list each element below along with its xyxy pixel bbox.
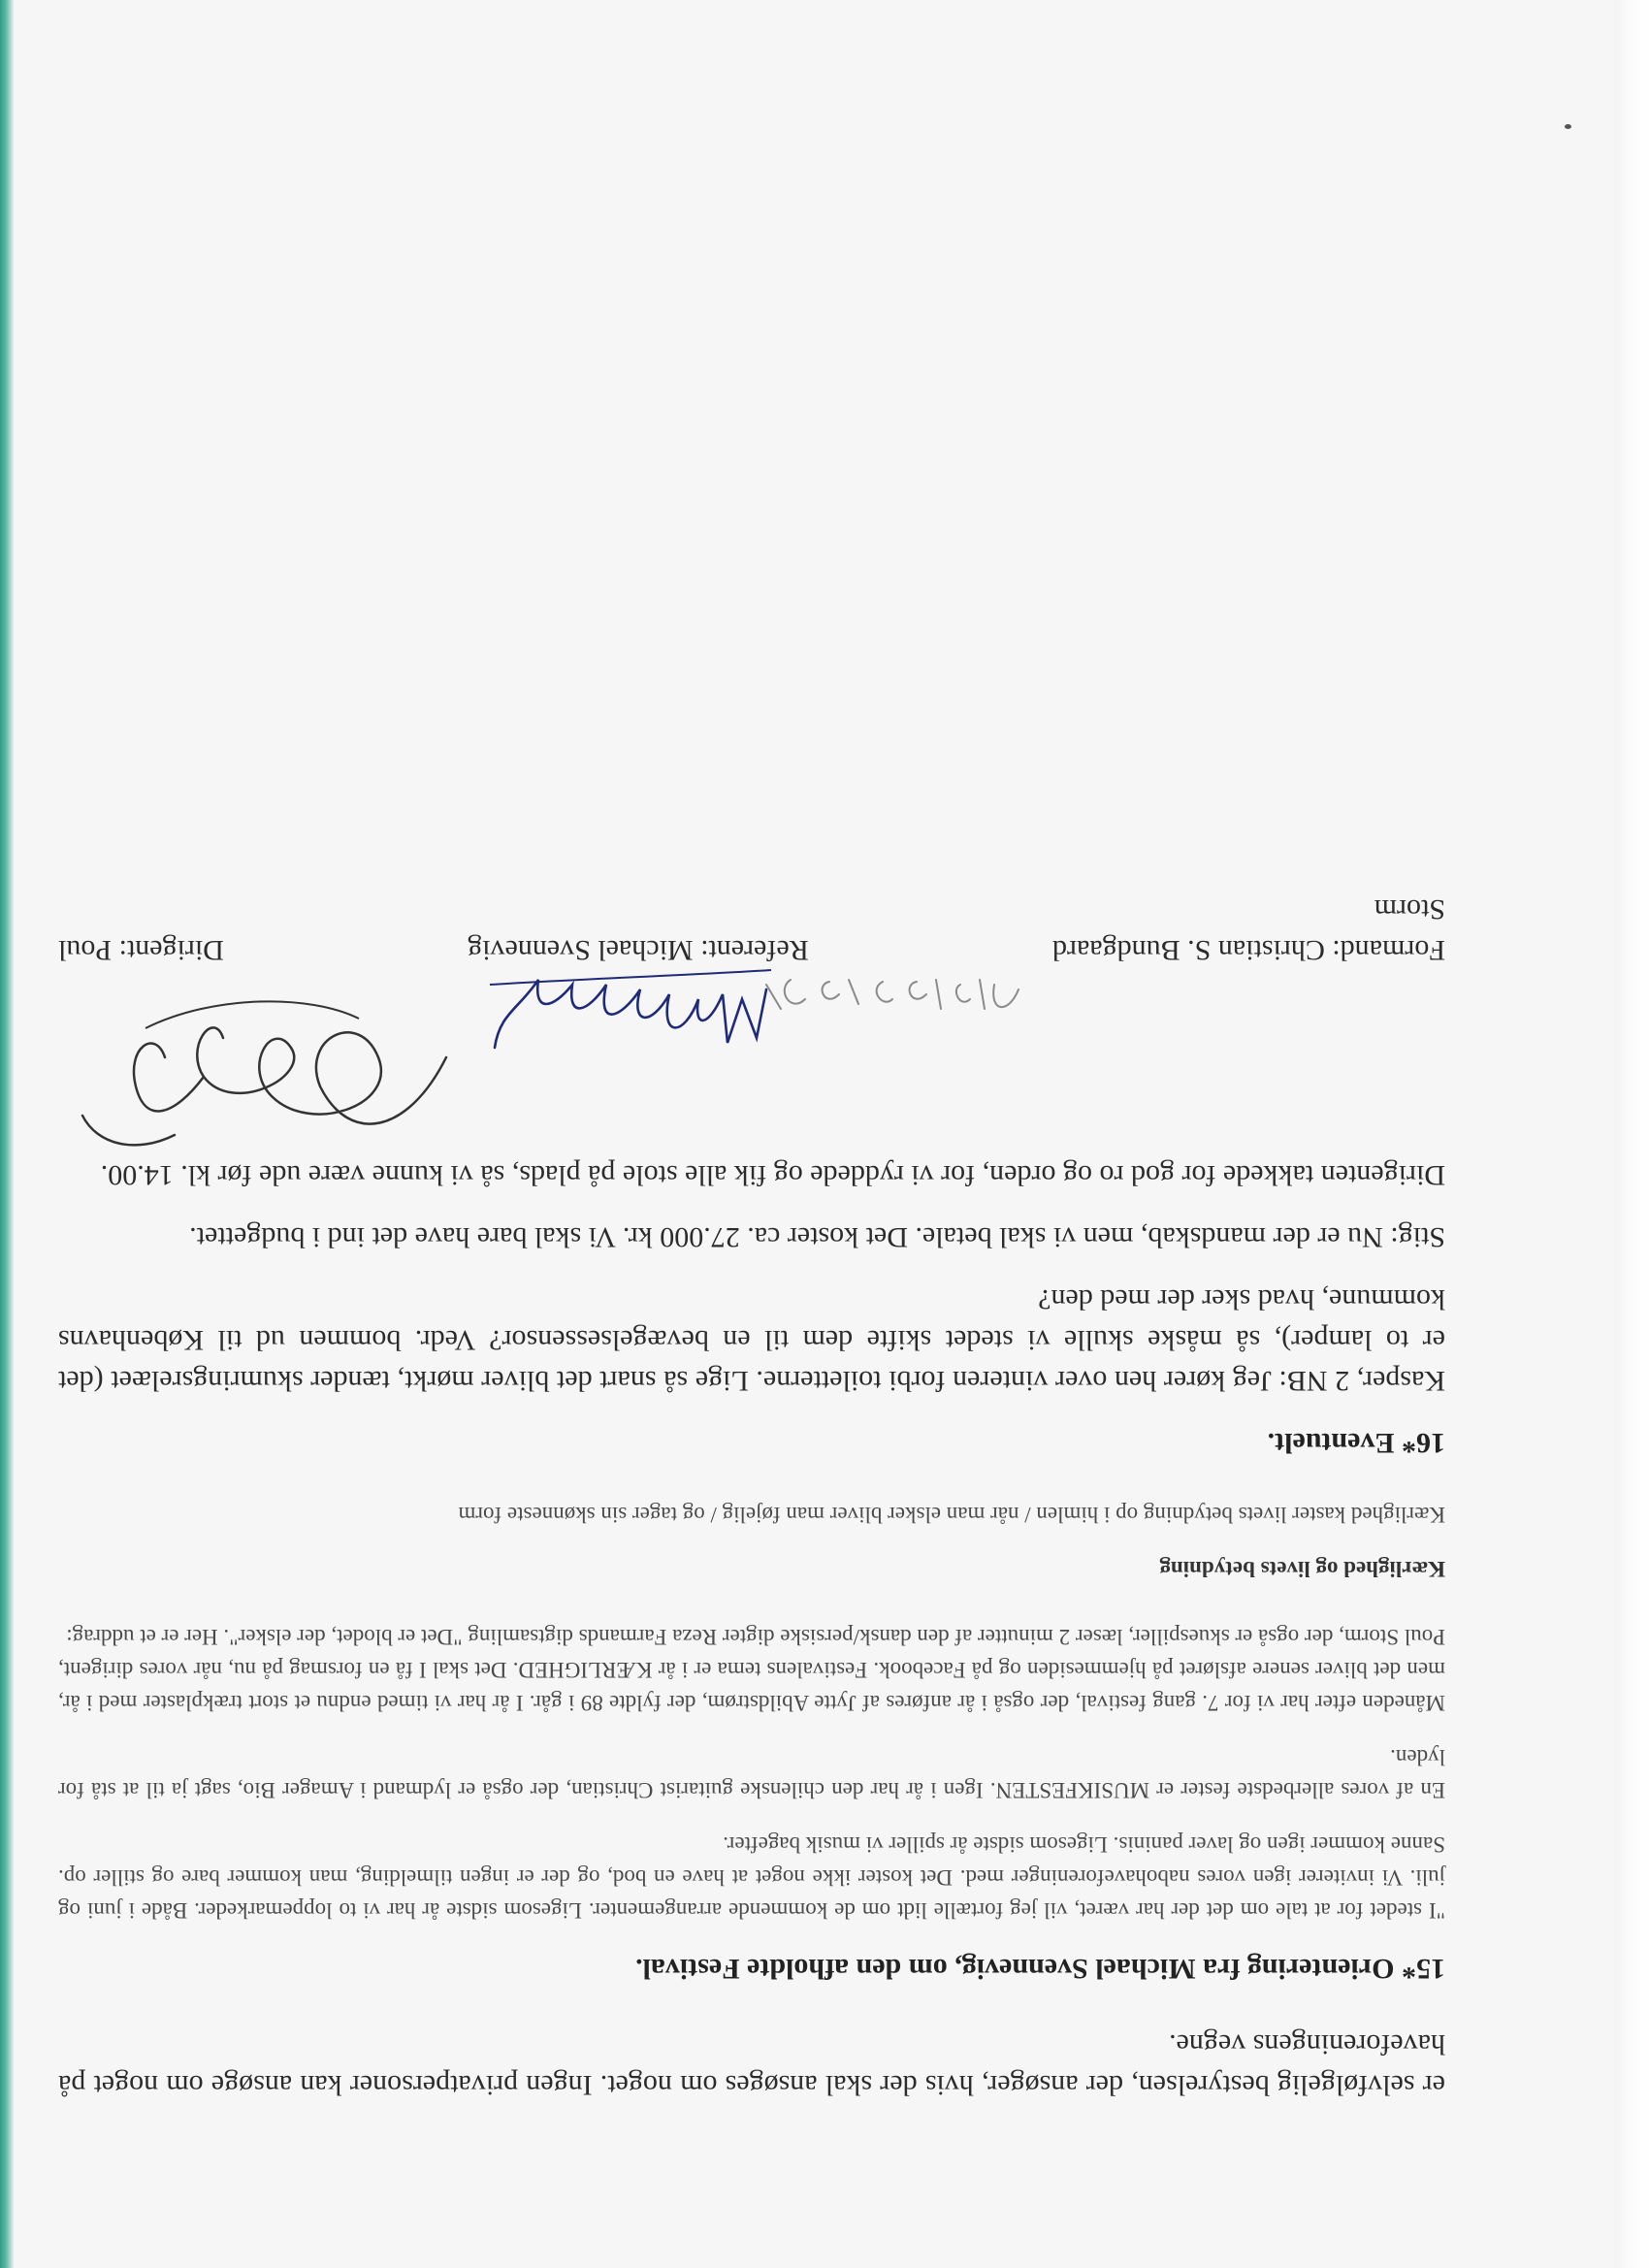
signature-labels-row-2	[58, 889, 1445, 929]
intro-paragraph: er selvfølgelig bestyrelsen, der ansøger, hvis der skal ansøges om noget. Ingen privatpersoner kan ansøge om noget på haveforeningens vegne.	[58, 2028, 1445, 2101]
scan-edge-right	[1614, 0, 1649, 2268]
poem-line: Kærlighed kaster livets betydning op i himlen / når man elsker bliver man føjelig / og tager sin skønneste form	[458, 1503, 1445, 1527]
section-15-paragraph-2: En af vores allerbedste fester er MUSIKFESTEN. Igen i år har den chilenske guitarist Christian, der også er lydmand i Amager Bio, sagt ja til at stå for lyden.	[58, 1745, 1445, 1802]
dirigent-label: Dirigent: Poul	[58, 934, 224, 966]
section-16-paragraph-1: Kasper, 2 NB: Jeg kører hen over vinteren forbi toiletterne. Lige så snart det bliver mørkt, tænder skumringsrelæet (det er to lamper), så måske skulle vi stedet skifte dem til en bevægelsessensor? Vedr. bommen ud til Københavns kommune, hvad sker der med den?	[58, 1283, 1445, 1397]
section-15-paragraph-1: "I stedet for at tale om det der har været, vil jeg fortælle lidt om de kommende arrangementer. Ligesom sidste år har vi to loppemarkeder. Både i juni og juli. Vi inviterer igen vores nabohaveforeninger med. Det koster ikke noget at have en bod, og der er ingen tilmelding, man kommer bare og stiller op. Sanne kommer igen og laver paninis. Ligesom sidste år spiller vi musik bagefter.	[58, 1832, 1445, 1923]
section-15-paragraph-3: Måneden efter har vi for 7. gang festival, der også i år anføres af Jytte Abildstrøm, der fyldte 89 i går. I år har vi timed endnu et stort trækplaster med i år, men det bliver senere afsløret på hjemmesiden og på Facebook. Festivalens tema er i år KÆRLIGHED. Det skal I få en forsmag på nu, når vores dirigent, Poul Storm, der også er skuespiller, læser 2 minutter af den dansk/persiske digter Reza Farmands digtsamling "Det er blodet, der elsker". Her er et uddrag:	[58, 1625, 1445, 1715]
section-15-heading: 15* Orientering fra Michael Svennevig, om den afholdte Festival.	[635, 1953, 1445, 1985]
dirigent-name-continuation: Storm	[1374, 893, 1445, 925]
section-16-heading: 16* Eventuelt.	[1267, 1427, 1445, 1459]
signature-formand	[757, 960, 1028, 1028]
poem-title: Kærlighed og livets betydning	[1159, 1557, 1445, 1581]
referent-label: Referent: Michael Svennevig	[468, 934, 809, 966]
signature-dirigent	[78, 980, 466, 1174]
dust-speck	[1565, 124, 1571, 129]
section-16-paragraph-3: Dirigenten takkede for god ro og orden, for vi ryddede og fik alle stole på plads, så vi kunne være ude før kl. 14.00.	[100, 1159, 1445, 1191]
signature-referent	[485, 951, 776, 1067]
document-page-rotated	[58, 146, 1445, 2105]
section-16-paragraph-2: Stig: Nu er der mandskab, men vi skal betale. Det koster ca. 27.000 kr. Vi skal bare have det ind i budgettet.	[189, 1221, 1445, 1253]
formand-label: Formand: Christian S. Bundgaard	[1052, 934, 1445, 966]
signature-area	[58, 970, 1445, 1154]
scan-edge-left	[0, 0, 14, 2268]
